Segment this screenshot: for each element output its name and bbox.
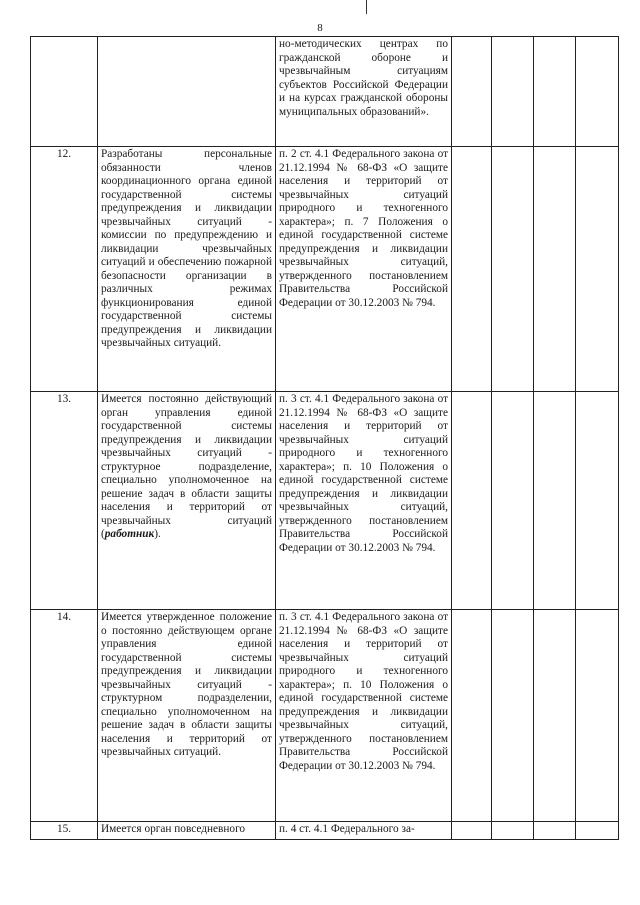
yes-cell xyxy=(452,147,492,392)
row-number: 15. xyxy=(31,822,98,840)
requirement-text: Имеется орган повседневного xyxy=(101,823,246,835)
no-cell xyxy=(492,392,534,610)
requirement-text: Имеется постоянно действующий орган управления единой государственной системы предупреждения и ликвидации чрезвычайных ситуаций - структурное подразделение, специально уполномоченное на решение задач в области защиты населения и территорий от чрезвычайных ситуаций ( xyxy=(101,393,272,540)
reference-cell: п. 2 ст. 4.1 Федерального закона от 21.12.1994 № 68-ФЗ «О защите населения и территорий от чрезвычайных ситуаций природного и техногенного характера»; п. 7 Положения о единой государственной системе предупреждения и ликвидации чрезвычайных ситуаций, утвержденного постановлением Правительства Российской Федерации от 30.12.2003 № 794. xyxy=(276,147,452,392)
requirement-cell xyxy=(98,37,276,147)
no-cell xyxy=(492,37,534,147)
page-number: 8 xyxy=(317,22,323,34)
not-applicable-cell xyxy=(534,392,576,610)
yes-cell xyxy=(452,392,492,610)
yes-cell xyxy=(452,822,492,840)
requirement-cell xyxy=(98,392,276,610)
requirement-tail: ). xyxy=(154,528,161,540)
notes-cell xyxy=(576,610,619,822)
requirement-cell xyxy=(98,822,276,840)
table-row xyxy=(31,610,619,822)
reference-cell: п. 3 ст. 4.1 Федерального закона от 21.12.1994 № 68-ФЗ «О защите населения и территорий от чрезвычайных ситуаций природного и техногенного характера»; п. 10 Положения о единой государственной системе предупреждения и ликвидации чрезвычайных ситуаций, утвержденного постановлением Правительства Российской Федерации от 30.12.2003 № 794. xyxy=(276,610,452,822)
requirement-text: Имеется утвержденное положение о постоянно действующем органе управления единой государственной системы предупреждения и ликвидации чрезвычайных ситуаций - структурном подразделении, специально уполномоченном на решение задач в области защиты населения и территорий от чрезвычайных ситуаций. xyxy=(101,611,272,758)
notes-cell xyxy=(576,822,619,840)
requirement-emphasis: работник xyxy=(104,528,155,540)
reference-cell: п. 4 ст. 4.1 Федерального за- xyxy=(276,822,452,840)
not-applicable-cell xyxy=(534,147,576,392)
row-number xyxy=(31,37,98,147)
table-row xyxy=(31,392,619,610)
row-number: 14. xyxy=(31,610,98,822)
row-number: 13. xyxy=(31,392,98,610)
row-number: 12. xyxy=(31,147,98,392)
notes-cell xyxy=(576,392,619,610)
no-cell xyxy=(492,610,534,822)
table-row xyxy=(31,822,619,840)
checklist-table xyxy=(30,36,619,840)
table-row xyxy=(31,37,619,147)
requirement-cell xyxy=(98,147,276,392)
not-applicable-cell xyxy=(534,610,576,822)
no-cell xyxy=(492,822,534,840)
requirement-cell xyxy=(98,610,276,822)
reference-cell: но-методических центрах по гражданской обороне и чрезвычайным ситуациям субъектов Российской Федерации и на курсах гражданской обороны муниципальных образований». xyxy=(276,37,452,147)
yes-cell xyxy=(452,610,492,822)
requirement-text: Разработаны персональные обязанности членов координационного органа единой государственной системы предупреждения и ликвидации чрезвычайных ситуаций - комиссии по предупреждению и ликвидации чрезвычайных ситуаций и обеспечению пожарной безопасности организации в различных режимах функционирования единой государственной системы предупреждения и ликвидации чрезвычайных ситуаций. xyxy=(101,148,272,349)
notes-cell xyxy=(576,147,619,392)
no-cell xyxy=(492,147,534,392)
reference-cell: п. 3 ст. 4.1 Федерального закона от 21.12.1994 № 68-ФЗ «О защите населения и территорий от чрезвычайных ситуаций природного и техногенного характера»; п. 10 Положения о единой государственной системе предупреждения и ликвидации чрезвычайных ситуаций, утвержденного постановлением Правительства Российской Федерации от 30.12.2003 № 794. xyxy=(276,392,452,610)
not-applicable-cell xyxy=(534,822,576,840)
not-applicable-cell xyxy=(534,37,576,147)
yes-cell xyxy=(452,37,492,147)
table-row xyxy=(31,147,619,392)
scan-artifact-line xyxy=(366,0,367,14)
notes-cell xyxy=(576,37,619,147)
